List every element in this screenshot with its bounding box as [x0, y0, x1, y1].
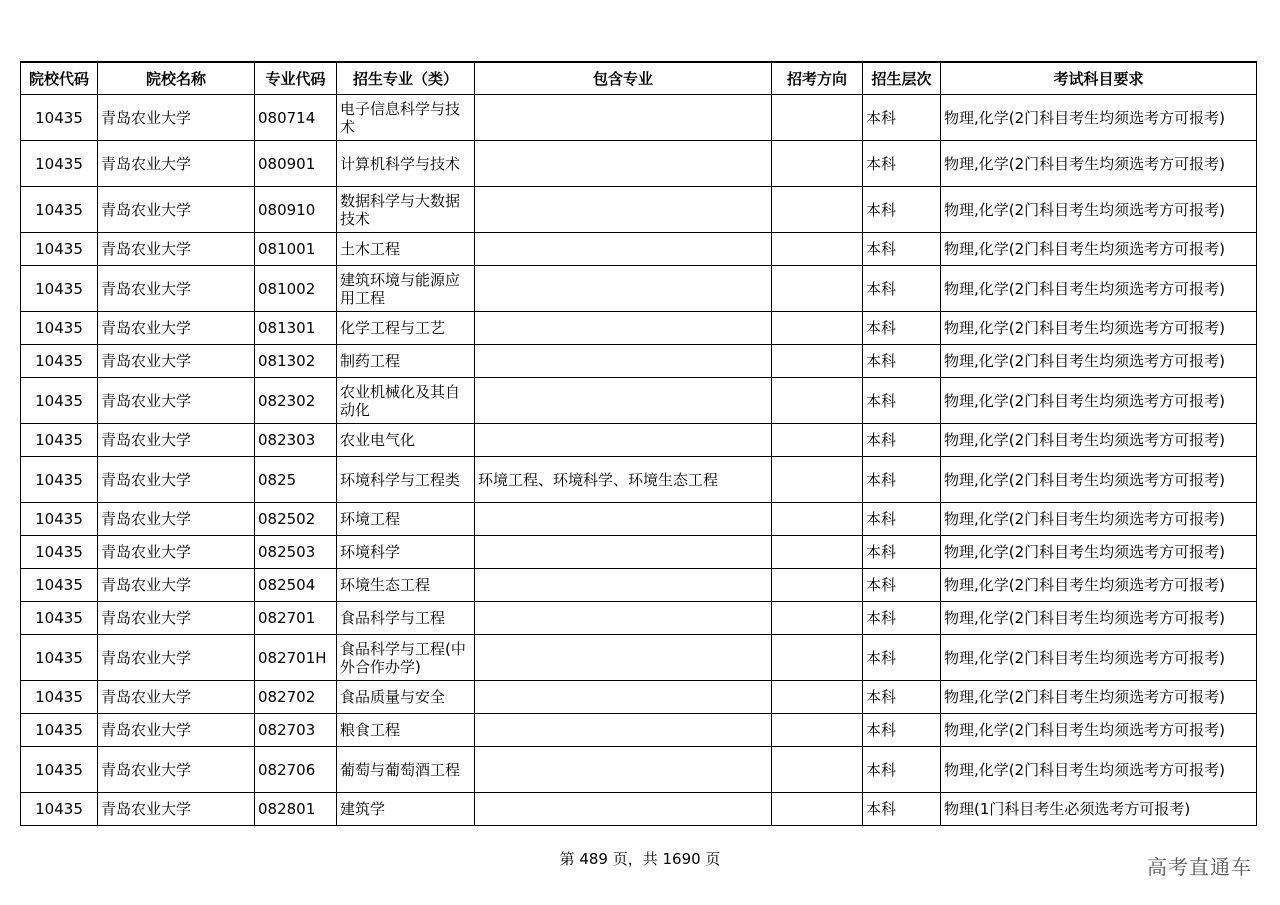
cell-direction: [772, 266, 863, 312]
cell-level: 本科: [863, 312, 941, 345]
cell-major-code: 082502: [255, 503, 337, 536]
cell-major: 环境科学: [337, 536, 475, 569]
cell-major-code: 081301: [255, 312, 337, 345]
cell-school-code: 10435: [21, 95, 98, 141]
table-header-row: [21, 62, 1257, 95]
cell-level: 本科: [863, 569, 941, 602]
cell-included-majors: [475, 536, 772, 569]
cell-major-code: 082303: [255, 424, 337, 457]
cell-subject-requirement: 物理,化学(2门科目考生均须选考方可报考): [941, 424, 1257, 457]
table-row: [21, 233, 1257, 266]
cell-major-code: 080910: [255, 187, 337, 233]
cell-subject-requirement: 物理,化学(2门科目考生均须选考方可报考): [941, 536, 1257, 569]
cell-school-code: 10435: [21, 569, 98, 602]
cell-major: 计算机科学与技术: [337, 141, 475, 187]
cell-direction: [772, 457, 863, 503]
cell-direction: [772, 345, 863, 378]
cell-level: 本科: [863, 635, 941, 681]
cell-major: 环境生态工程: [337, 569, 475, 602]
cell-level: 本科: [863, 602, 941, 635]
cell-included-majors: [475, 95, 772, 141]
cell-major: 环境工程: [337, 503, 475, 536]
cell-major-code: 082302: [255, 378, 337, 424]
cell-subject-requirement: 物理,化学(2门科目考生均须选考方可报考): [941, 187, 1257, 233]
cell-major-code: 081002: [255, 266, 337, 312]
cell-included-majors: [475, 503, 772, 536]
cell-direction: [772, 141, 863, 187]
cell-included-majors: [475, 602, 772, 635]
table-row: [21, 424, 1257, 457]
cell-major-code: 082701H: [255, 635, 337, 681]
cell-direction: [772, 635, 863, 681]
cell-included-majors: [475, 793, 772, 826]
cell-subject-requirement: 物理(1门科目考生必须选考方可报考): [941, 793, 1257, 826]
cell-direction: [772, 233, 863, 266]
cell-major: 土木工程: [337, 233, 475, 266]
cell-school-code: 10435: [21, 345, 98, 378]
cell-school-code: 10435: [21, 233, 98, 266]
cell-school-code: 10435: [21, 141, 98, 187]
cell-subject-requirement: 物理,化学(2门科目考生均须选考方可报考): [941, 602, 1257, 635]
cell-major-code: 082503: [255, 536, 337, 569]
cell-school-code: 10435: [21, 602, 98, 635]
table-row: [21, 793, 1257, 826]
cell-major: 建筑学: [337, 793, 475, 826]
cell-major: 数据科学与大数据技术: [337, 187, 475, 233]
cell-school-name: 青岛农业大学: [98, 457, 255, 503]
cell-subject-requirement: 物理,化学(2门科目考生均须选考方可报考): [941, 312, 1257, 345]
cell-included-majors: [475, 266, 772, 312]
cell-major-code: 082801: [255, 793, 337, 826]
header-major: 招生专业（类）: [337, 62, 475, 95]
cell-direction: [772, 536, 863, 569]
cell-level: 本科: [863, 345, 941, 378]
cell-major-code: 080714: [255, 95, 337, 141]
cell-school-code: 10435: [21, 424, 98, 457]
cell-school-name: 青岛农业大学: [98, 714, 255, 747]
cell-major: 农业电气化: [337, 424, 475, 457]
cell-included-majors: [475, 424, 772, 457]
table-row: [21, 747, 1257, 793]
cell-subject-requirement: 物理,化学(2门科目考生均须选考方可报考): [941, 233, 1257, 266]
cell-major: 粮食工程: [337, 714, 475, 747]
header-major-code: 专业代码: [255, 62, 337, 95]
cell-level: 本科: [863, 793, 941, 826]
header-school-code: 院校代码: [21, 62, 98, 95]
cell-school-code: 10435: [21, 503, 98, 536]
cell-school-name: 青岛农业大学: [98, 635, 255, 681]
cell-major: 食品科学与工程(中外合作办学): [337, 635, 475, 681]
table-row: [21, 345, 1257, 378]
table-row: [21, 569, 1257, 602]
cell-direction: [772, 312, 863, 345]
cell-school-code: 10435: [21, 635, 98, 681]
cell-major-code: 082504: [255, 569, 337, 602]
table-row: [21, 187, 1257, 233]
cell-subject-requirement: 物理,化学(2门科目考生均须选考方可报考): [941, 681, 1257, 714]
cell-school-name: 青岛农业大学: [98, 503, 255, 536]
cell-school-name: 青岛农业大学: [98, 569, 255, 602]
cell-school-code: 10435: [21, 266, 98, 312]
cell-direction: [772, 424, 863, 457]
cell-direction: [772, 714, 863, 747]
cell-included-majors: [475, 378, 772, 424]
cell-major-code: 082702: [255, 681, 337, 714]
table-row: [21, 503, 1257, 536]
cell-level: 本科: [863, 536, 941, 569]
cell-included-majors: [475, 233, 772, 266]
table-row: [21, 378, 1257, 424]
cell-school-code: 10435: [21, 747, 98, 793]
table-row: [21, 457, 1257, 503]
cell-direction: [772, 569, 863, 602]
cell-direction: [772, 793, 863, 826]
cell-school-name: 青岛农业大学: [98, 345, 255, 378]
cell-level: 本科: [863, 714, 941, 747]
cell-school-name: 青岛农业大学: [98, 793, 255, 826]
cell-school-code: 10435: [21, 714, 98, 747]
cell-major: 化学工程与工艺: [337, 312, 475, 345]
table-row: [21, 95, 1257, 141]
cell-school-code: 10435: [21, 187, 98, 233]
admission-table: [20, 61, 1257, 826]
cell-included-majors: [475, 635, 772, 681]
table-row: [21, 312, 1257, 345]
cell-school-name: 青岛农业大学: [98, 233, 255, 266]
cell-level: 本科: [863, 747, 941, 793]
cell-level: 本科: [863, 378, 941, 424]
header-subject-requirement: 考试科目要求: [941, 62, 1257, 95]
table-row: [21, 266, 1257, 312]
cell-level: 本科: [863, 187, 941, 233]
cell-level: 本科: [863, 424, 941, 457]
cell-included-majors: [475, 569, 772, 602]
cell-subject-requirement: 物理,化学(2门科目考生均须选考方可报考): [941, 95, 1257, 141]
cell-level: 本科: [863, 233, 941, 266]
cell-school-name: 青岛农业大学: [98, 95, 255, 141]
table-row: [21, 635, 1257, 681]
table-row: [21, 681, 1257, 714]
cell-school-name: 青岛农业大学: [98, 378, 255, 424]
cell-included-majors: 环境工程、环境科学、环境生态工程: [475, 457, 772, 503]
cell-school-code: 10435: [21, 536, 98, 569]
cell-school-code: 10435: [21, 793, 98, 826]
cell-direction: [772, 602, 863, 635]
cell-included-majors: [475, 714, 772, 747]
cell-major: 制药工程: [337, 345, 475, 378]
cell-included-majors: [475, 681, 772, 714]
cell-subject-requirement: 物理,化学(2门科目考生均须选考方可报考): [941, 141, 1257, 187]
cell-subject-requirement: 物理,化学(2门科目考生均须选考方可报考): [941, 503, 1257, 536]
cell-included-majors: [475, 345, 772, 378]
cell-included-majors: [475, 187, 772, 233]
cell-school-name: 青岛农业大学: [98, 187, 255, 233]
cell-school-code: 10435: [21, 312, 98, 345]
cell-included-majors: [475, 312, 772, 345]
cell-level: 本科: [863, 503, 941, 536]
header-direction: 招考方向: [772, 62, 863, 95]
table-row: [21, 536, 1257, 569]
cell-level: 本科: [863, 95, 941, 141]
cell-school-name: 青岛农业大学: [98, 602, 255, 635]
cell-school-name: 青岛农业大学: [98, 141, 255, 187]
cell-subject-requirement: 物理,化学(2门科目考生均须选考方可报考): [941, 266, 1257, 312]
cell-subject-requirement: 物理,化学(2门科目考生均须选考方可报考): [941, 569, 1257, 602]
header-level: 招生层次: [863, 62, 941, 95]
cell-subject-requirement: 物理,化学(2门科目考生均须选考方可报考): [941, 345, 1257, 378]
cell-school-name: 青岛农业大学: [98, 536, 255, 569]
cell-direction: [772, 187, 863, 233]
cell-direction: [772, 378, 863, 424]
cell-major: 农业机械化及其自动化: [337, 378, 475, 424]
cell-school-name: 青岛农业大学: [98, 424, 255, 457]
cell-level: 本科: [863, 457, 941, 503]
cell-major: 环境科学与工程类: [337, 457, 475, 503]
cell-major: 电子信息科学与技术: [337, 95, 475, 141]
header-included-majors: 包含专业: [475, 62, 772, 95]
cell-direction: [772, 503, 863, 536]
cell-major: 建筑环境与能源应用工程: [337, 266, 475, 312]
cell-major: 食品科学与工程: [337, 602, 475, 635]
cell-major-code: 080901: [255, 141, 337, 187]
header-school-name: 院校名称: [98, 62, 255, 95]
cell-major-code: 082701: [255, 602, 337, 635]
table-body: [21, 95, 1257, 826]
cell-subject-requirement: 物理,化学(2门科目考生均须选考方可报考): [941, 714, 1257, 747]
cell-major: 食品质量与安全: [337, 681, 475, 714]
cell-school-code: 10435: [21, 378, 98, 424]
cell-subject-requirement: 物理,化学(2门科目考生均须选考方可报考): [941, 747, 1257, 793]
watermark-logo: 高考直通车: [1147, 855, 1252, 879]
cell-school-name: 青岛农业大学: [98, 681, 255, 714]
cell-major-code: 081302: [255, 345, 337, 378]
cell-school-name: 青岛农业大学: [98, 312, 255, 345]
cell-school-code: 10435: [21, 681, 98, 714]
cell-level: 本科: [863, 266, 941, 312]
cell-subject-requirement: 物理,化学(2门科目考生均须选考方可报考): [941, 635, 1257, 681]
cell-subject-requirement: 物理,化学(2门科目考生均须选考方可报考): [941, 378, 1257, 424]
cell-direction: [772, 747, 863, 793]
cell-included-majors: [475, 141, 772, 187]
cell-level: 本科: [863, 141, 941, 187]
cell-subject-requirement: 物理,化学(2门科目考生均须选考方可报考): [941, 457, 1257, 503]
table-row: [21, 714, 1257, 747]
cell-major: 葡萄与葡萄酒工程: [337, 747, 475, 793]
cell-major-code: 082703: [255, 714, 337, 747]
cell-included-majors: [475, 747, 772, 793]
table-row: [21, 141, 1257, 187]
cell-direction: [772, 95, 863, 141]
page-number: 第 489 页，共 1690 页: [559, 850, 721, 868]
cell-direction: [772, 681, 863, 714]
cell-major-code: 0825: [255, 457, 337, 503]
cell-major-code: 081001: [255, 233, 337, 266]
cell-major-code: 082706: [255, 747, 337, 793]
cell-school-name: 青岛农业大学: [98, 266, 255, 312]
cell-school-name: 青岛农业大学: [98, 747, 255, 793]
cell-level: 本科: [863, 681, 941, 714]
table-row: [21, 602, 1257, 635]
cell-school-code: 10435: [21, 457, 98, 503]
